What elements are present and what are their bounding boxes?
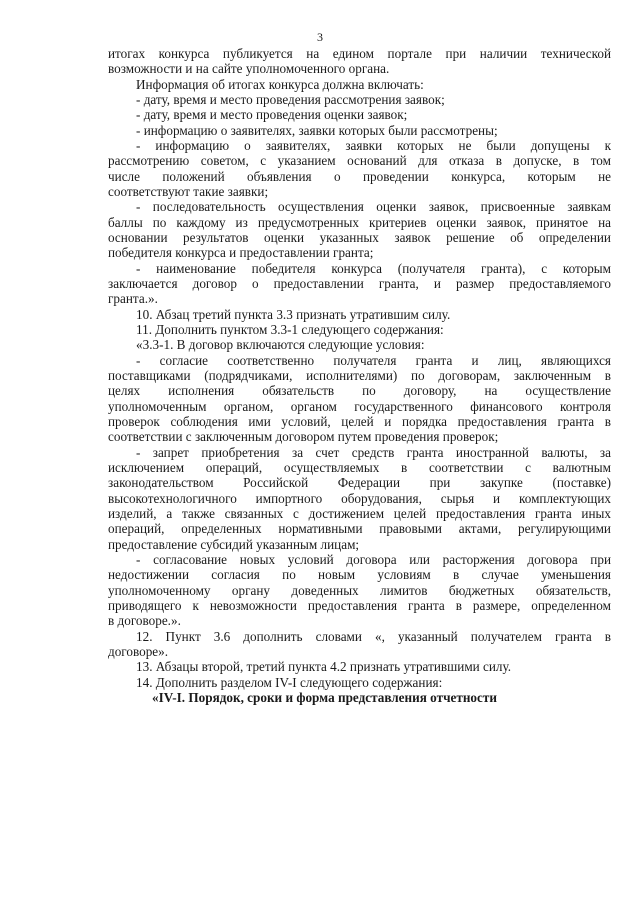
- text-line: 12. Пункт 3.6 дополнить словами «, указанный получателем гранта в: [136, 629, 611, 644]
- text-line: поставщиками (подрядчиками, исполнителями) по договорам, заключенным в: [108, 368, 611, 383]
- text-line: операций, определенных нормативными правовыми актами, регулирующими: [108, 521, 611, 536]
- section-heading: «IV-I. Порядок, сроки и форма представления отчетности: [152, 690, 497, 705]
- text-line: гранта.».: [108, 291, 158, 306]
- text-line: заключается договор о предоставлении гранта, и размер предоставляемого: [108, 276, 611, 291]
- text-line: недостижении согласия по новым условиям в случае уменьшения: [108, 567, 611, 582]
- text-line: 13. Абзацы второй, третий пункта 4.2 признать утратившими силу.: [136, 659, 512, 674]
- text-line: проверок соблюдения ими условий, целей и порядка предоставления гранта в: [108, 414, 611, 429]
- page-number: 3: [317, 30, 323, 44]
- text-line: - дату, время и место проведения рассмотрения заявок;: [136, 92, 445, 107]
- text-line: предоставление субсидий указанным лицам;: [108, 537, 360, 552]
- text-line: - информацию о заявителях, заявки которых были рассмотрены;: [136, 123, 498, 138]
- text-line: - последовательность осуществления оценки заявок, присвоенные заявкам: [136, 199, 611, 214]
- text-line: 14. Дополнить разделом IV-I следующего содержания:: [136, 675, 443, 690]
- text-line: Информация об итогах конкурса должна включать:: [136, 77, 424, 92]
- text-line: итогах конкурса публикуется на едином портале при наличии технической: [108, 46, 611, 61]
- text-line: победителя конкурса и предоставлении гранта;: [108, 245, 374, 260]
- text-line: законодательством Российской Федерации при закупке (поставке): [108, 475, 611, 490]
- text-line: соответствии с заключенным договором путем проведения проверок;: [108, 429, 499, 444]
- text-line: возможности и на сайте уполномоченного органа.: [108, 61, 390, 76]
- text-line: уполномоченным органом, органом государственного финансового контроля: [108, 399, 611, 414]
- text-line: - согласие соответственно получателя гранта и лиц, являющихся: [136, 353, 611, 368]
- text-line: - наименование победителя конкурса (получателя гранта), с которым: [136, 261, 611, 276]
- text-line: приводящего к невозможности предоставления гранта в размере, определенном: [108, 598, 611, 613]
- text-line: числе положений объявления о проведении конкурса, которым не: [108, 169, 611, 184]
- text-line: - дату, время и место проведения оценки заявок;: [136, 107, 408, 122]
- text-line: целях исполнения обязательств по договору, на осуществление: [108, 383, 611, 398]
- text-line: договоре».: [108, 644, 169, 659]
- text-line: - информацию о заявителях, заявки которых не были допущены к: [136, 138, 611, 153]
- text-line: - согласование новых условий договора или расторжения договора при: [136, 552, 611, 567]
- text-line: «3.3-1. В договор включаются следующие условия:: [136, 337, 425, 352]
- text-line: в договоре.».: [108, 613, 181, 628]
- text-line: уполномоченному органу доведенных лимитов бюджетных обязательств,: [108, 583, 611, 598]
- text-line: 11. Дополнить пунктом 3.3-1 следующего содержания:: [136, 322, 444, 337]
- text-line: - запрет приобретения за счет средств гранта иностранной валюты, за: [136, 445, 611, 460]
- text-line: высокотехнологичного импортного оборудования, сырья и комплектующих: [108, 491, 611, 506]
- text-line: баллы по каждому из предусмотренных критериев оценки заявок, принятое на: [108, 215, 611, 230]
- text-line: 10. Абзац третий пункта 3.3 признать утратившим силу.: [136, 307, 451, 322]
- text-line: основании результатов оценки указанных заявок решение об определении: [108, 230, 611, 245]
- text-line: изделий, а также связанных с достижением целей предоставления гранта иных: [108, 506, 611, 521]
- text-line: рассмотрению советом, с указанием оснований для отказа в допуске, в том: [108, 153, 611, 168]
- text-line: соответствуют такие заявки;: [108, 184, 269, 199]
- text-line: исключением операций, осуществляемых в соответствии с валютным: [108, 460, 611, 475]
